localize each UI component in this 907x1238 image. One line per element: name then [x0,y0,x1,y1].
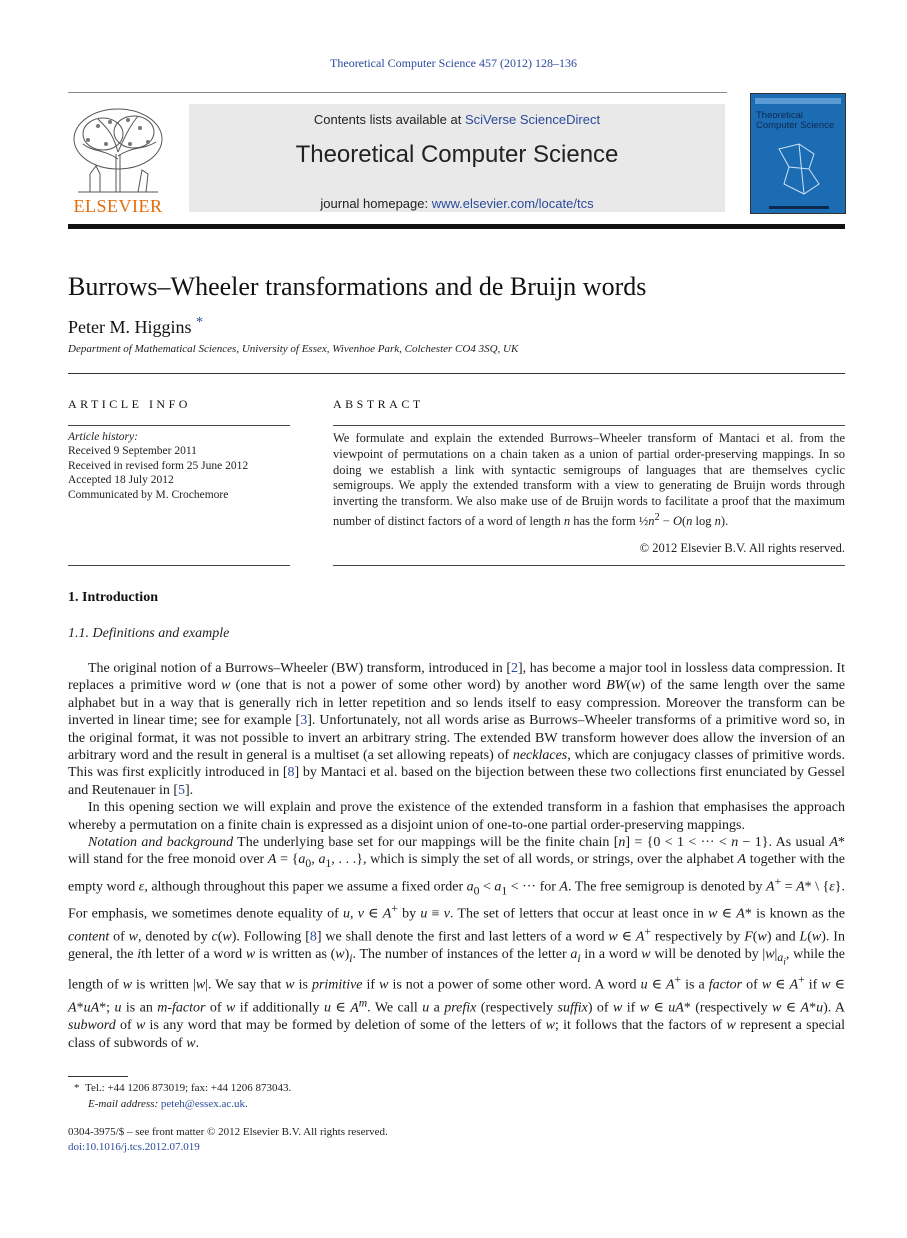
paragraph: Notation and background The underlying base set for our mappings will be the finite chain [n] = {0 < 1 < ··· < n − 1}. As usual A* will stand for the free monoid over $A = \{a_0$, $a_1$, . . .}, which is simply the set of all words, or strings, over the alphabet A together with the empty word ε, although throughout this paper we assume a fixed order $a_0 < a_1$ < ··· for A. The free semigroup is denoted by A+ = A* \ {ε}. For emphasis, we sometimes denote equality of u, v ∈ A+ by u ≡ v. The set of letters that occur at least once in w ∈ A* is known as the content of w, denoted by c(w). Following [8] we shall denote the first and last letters of a word w ∈ A+ respectively by F(w) and L(w). In general, the ith letter of a word w is written as $(w)_i$. The number of instances of the letter $a_i$ in a word w will be denoted by $|w|_{a_i}$, while the length of w is written |w|. We say that w is primitive if w is not a power of some other word. A word u ∈ A+ is a factor of w ∈ A+ if w ∈ A*uA*; u is an m-factor of w if additionally u ∈ $A^m$. We call u a prefix (respectively suffix) of w if w ∈ uA* (respectively w ∈ A*u). A subword of w is any word that may be formed by deletion of some of the letters of w; it follows that the factors of w represent a special class of subwords of w. [68,835,846,1051]
citation-link[interactable]: 3 [300,713,308,729]
cover-graph-icon [769,139,829,199]
footnote-email: E-mail address: peteh@essex.ac.uk. [88,1098,248,1110]
cover-strip [755,98,841,104]
body-text [68,660,845,1052]
article-history [68,430,290,502]
author-line [68,315,203,338]
received-date: Received 9 September 2011 [68,445,197,458]
paragraph: The original notion of a Burrows–Wheeler (BW) transform, introduced in [2], has become a major tool in lossless data compression. It replaces a primitive word w (one that is not a power of some other word) by another word BW(w) of the same length over the same alphabet but in a way that is generally rich in letter repetition and so lends itself to easy compression. Moreover the transform can be inverted in linear time; see for example [3]. Unfortunately, not all words arise as Burrows–Wheeler transforms of a primitive word so, in the original format, it was not possible to invert an arbitrary string. The extended BW transform however does allow the inversion of an arbitrary word and the result in general is a multiset (a set allowing repeats) of necklaces, which are conjugacy classes of primitive words. This was first explicitly introduced in [8] by Mantaci et al. based on the bijection between these two collections first enunciated by Gessel and Reutenauer in [5]. [68,661,846,798]
cover-footer-bar [769,206,829,209]
history-label: Article history: [68,431,138,443]
contents-prefix: Contents lists available at [313,112,465,127]
subsection-heading: 1.1. Definitions and example [68,626,230,641]
journal-cover [750,93,846,214]
accepted-date: Accepted 18 July 2012 [68,474,174,487]
article-info-rule-bottom [68,565,290,566]
cover-title: Theoretical Computer Science [756,110,835,131]
homepage-line [189,196,725,211]
contents-line [189,112,725,127]
copyright-notice: © 2012 Elsevier B.V. All rights reserved. [639,541,845,555]
header-thick-rule [68,224,845,229]
citation-link[interactable]: 2 [511,661,518,676]
section-heading: 1. Introduction [68,590,158,605]
article-title: Burrows–Wheeler transformations and de Bruijn words [68,272,647,301]
citation-link[interactable]: 5 [178,782,186,798]
footnote-phone-fax: Tel.: +44 1206 873019; fax: +44 1206 873043. [85,1082,292,1094]
author-name: Peter M. Higgins [68,317,192,337]
footnote-contact [74,1082,291,1094]
abstract-rule-bottom [333,565,845,566]
paragraph: In this opening section we will explain and prove the existence of the extended transform in a fashion that emphasises the approach whereby a permutation on a finite chain is expressed as a disjoint union of one-to-one partial order-preserving mappings. [68,800,845,833]
author-footnote-mark[interactable]: * [196,315,203,330]
citation-link[interactable]: 8 [309,929,317,945]
article-info-rule-top [68,425,290,426]
journal-citation[interactable]: Theoretical Computer Science 457 (2012) 128–136 [330,56,577,70]
title-rule [68,373,845,374]
homepage-link[interactable]: www.elsevier.com/locate/tcs [431,196,594,211]
homepage-prefix: journal homepage: [320,196,432,211]
email-label: E-mail address: [88,1098,161,1110]
abstract-text: We formulate and explain the extended Burrows–Wheeler transform of Mantaci et al. from the viewpoint of permutations on a chain taken as a union of partial order-preserving mappings. In so doing we establish a link with syntactic semigroups of languages that are themselves cyclic semigroups. We apply the extended transform with a view to generating de Bruijn words through inverting the transform. We also make use of de Bruijn words to facilitate a proof that the maximum number of distinct factors of a word of length n has the form $\frac{1}{2}n^2 - O(n$ log n). [333,431,845,529]
footnote-mark: * [74,1082,80,1094]
issn-line: 0304-3975/$ – see front matter © 2012 Elsevier B.V. All rights reserved. [68,1126,388,1138]
citation-link[interactable]: 8 [287,765,295,781]
email-link[interactable]: peteh@essex.ac.uk [160,1098,245,1110]
journal-title: Theoretical Computer Science [295,141,619,168]
header-rule [68,92,727,93]
sciencedirect-link[interactable]: SciVerse ScienceDirect [464,112,601,127]
abstract-rule-top [333,425,845,426]
revised-date: Received in revised form 25 June 2012 [68,459,249,472]
doi-link[interactable]: doi:10.1016/j.tcs.2012.07.019 [68,1141,200,1153]
journal-banner [189,104,725,212]
communicated-by: Communicated by M. Crochemore [68,488,229,501]
affiliation: Department of Mathematical Sciences, University of Essex, Wivenhoe Park, Colchester CO4 3SQ, UK [68,343,519,355]
footnote-rule [68,1076,128,1077]
elsevier-wordmark: ELSEVIER [73,196,163,216]
article-info-heading: ARTICLE INFO [68,397,191,411]
abstract-heading: ABSTRACT [333,397,424,411]
